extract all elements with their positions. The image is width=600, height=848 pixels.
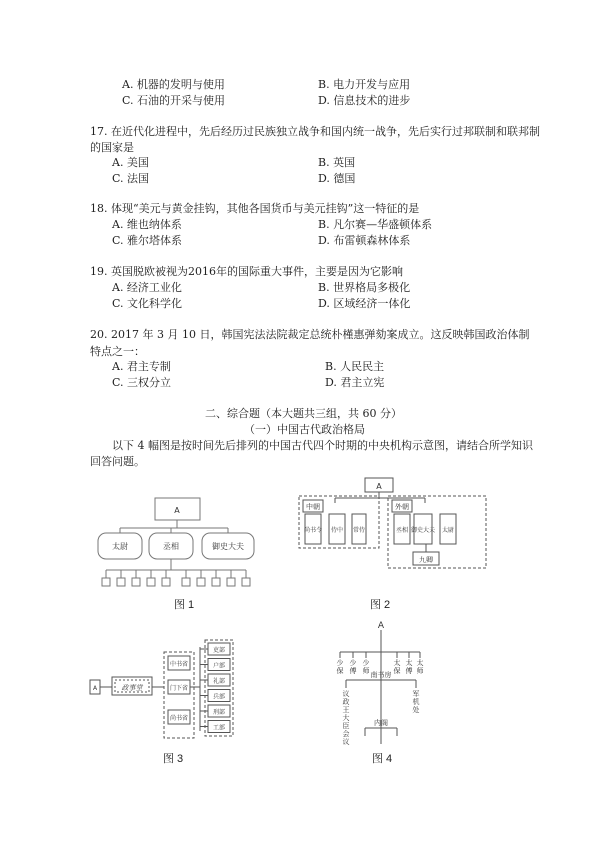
fig3-bu-label: 礼部 (212, 678, 226, 685)
fig1-box-taiwei: 太尉 (112, 542, 128, 551)
fig2-bottom-label: 九卿 (419, 556, 433, 564)
fig4-official: 少保 (336, 659, 344, 675)
q19-option-a: A. 经济工业化 (112, 281, 182, 294)
fig4-official: 太傅 (405, 659, 413, 675)
section-title: 二、综合题（本大题共三组，共 60 分） (205, 407, 402, 420)
q16-option-b: B. 电力开发与应用 (318, 78, 411, 91)
figure-2-caption: 图 2 (370, 599, 391, 611)
q17-option-a: A. 美国 (112, 156, 149, 169)
fig3-mid-label: 政事堂 (121, 684, 143, 692)
q16-option-d: D. 信息技术的进步 (318, 94, 411, 107)
q18-stem: 18. 体现“美元与黄金挂钩，其他各国货币与美元挂钩”这一特征的是 (90, 202, 420, 215)
figure-3-caption: 图 3 (163, 753, 184, 765)
fig2-outer-label: 外朝 (395, 503, 409, 511)
q20-stem-cont: 特点之一： (90, 345, 145, 358)
q18-option-a: A. 维也纳体系 (112, 218, 182, 231)
fig3-left-label: A (92, 685, 98, 692)
fig1-box-chengxiang: 丞相 (163, 542, 179, 551)
fig4-official: 少傅 (349, 659, 357, 675)
fig3-bu-label: 吏部 (212, 647, 226, 654)
figure-1-caption: 图 1 (174, 599, 195, 611)
q17-stem: 17. 在近代化进程中，先后经历过民族独立战争和国内统一战争，先后实行过邦联制和联邦制 (90, 125, 540, 138)
fig4-yizheng-dachen: 议政王大臣会议 (342, 690, 350, 746)
q20-option-d: D. 君主立宪 (325, 376, 385, 389)
section-intro: 以下 4 幅图是按时间先后排列的中国古代四个时期的中央机构示意图，请结合所学知识 (112, 439, 533, 452)
fig3-sheng-menxia: 门下省 (169, 685, 189, 692)
q20-stem: 20. 2017 年 3 月 10 日，韩国宪法法院裁定总统朴槿惠弹劾案成立。这反映韩国政治体制 (90, 328, 530, 341)
fig3-sheng-zhongshu: 中书省 (169, 661, 189, 668)
q19-option-c: C. 文化科学化 (112, 297, 183, 310)
q19-option-b: B. 世界格局多极化 (318, 281, 411, 294)
q18-option-c: C. 雅尔塔体系 (112, 234, 183, 247)
q20-option-c: C. 三权分立 (112, 376, 172, 389)
section-intro-cont: 回答问题。 (90, 455, 145, 468)
q18-option-d: D. 布雷顿森林体系 (318, 234, 411, 247)
fig2-item-shizhong: 侍中 (330, 527, 344, 534)
q17-stem-cont: 的国家是 (90, 141, 134, 154)
fig2-inner-label: 中朝 (306, 503, 320, 511)
q20-option-a: A. 君主专制 (112, 360, 171, 373)
fig4-official: 太师 (416, 659, 424, 675)
fig3-bu-label: 兵部 (212, 693, 226, 701)
q18-option-b: B. 凡尔赛—华盛顿体系 (318, 218, 433, 231)
figure-4-caption: 图 4 (372, 753, 393, 765)
fig2-item-chengxiang: 丞相 (395, 527, 409, 534)
fig4-neige: 内阁 (374, 719, 388, 727)
fig1-top-label: A (174, 506, 180, 515)
q16-option-a: A. 机器的发明与使用 (122, 78, 225, 91)
fig4-top-label: A (377, 621, 385, 631)
fig3-bu-label: 刑部 (212, 709, 226, 716)
q16-option-c: C. 石油的开采与使用 (122, 94, 226, 107)
fig2-item-taiwei: 太尉 (441, 527, 455, 534)
q19-stem: 19. 英国脱欧被视为2016年的国际重大事件，主要是因为它影响 (90, 265, 403, 278)
fig3-bu-label: 工部 (212, 724, 226, 732)
fig1-box-yushidafu: 御史大夫 (212, 542, 244, 551)
q19-option-d: D. 区域经济一体化 (318, 297, 411, 310)
fig2-item-yushidafu: 御史大夫 (410, 527, 436, 534)
fig4-junjichu: 军机处 (412, 690, 420, 714)
fig2-top-label: A (376, 482, 382, 491)
fig2-item-changshi: 常侍 (352, 527, 366, 534)
q17-option-c: C. 法国 (112, 172, 150, 185)
section-subtitle: （一）中国古代政治格局 (244, 423, 365, 436)
q17-option-b: B. 英国 (318, 156, 356, 169)
fig4-nanshufang: 南书房 (370, 671, 392, 679)
fig4-official: 太保 (393, 659, 401, 675)
fig3-bu-label: 户部 (212, 662, 226, 670)
fig3-sheng-shangshu: 尚书省 (169, 715, 189, 722)
q20-option-b: B. 人民民主 (325, 360, 385, 373)
q17-option-d: D. 德国 (318, 172, 356, 185)
fig2-item-shangshuling: 尚书令 (303, 527, 323, 534)
fig4-official: 少师 (362, 659, 370, 675)
